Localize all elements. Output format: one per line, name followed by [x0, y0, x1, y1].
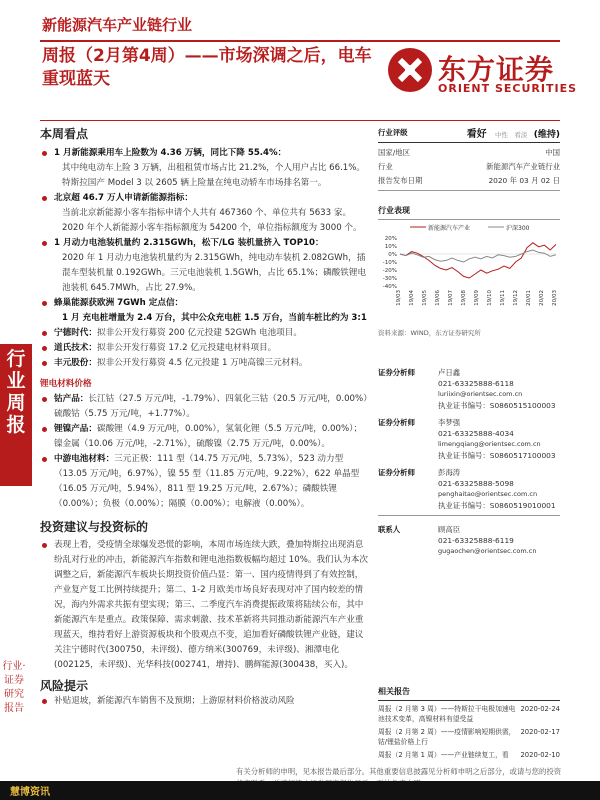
legend-label: 沪深300 [506, 225, 530, 232]
related-report-item[interactable]: 周报（2 月第 3 周）——特斯拉干电极加速电池技术变革，高镍材料有望受益 2020-02-24 [378, 705, 560, 723]
price-item: 中游电池材料：三元正极：111 型（14.75 万元/吨，5.73%），523 动力型（13.05 万元/吨，6.97%），镍 55 型（11.85 万元/吨，9.22%），622 单晶型（16.05 万元/吨，5.94%），811 型 19.25 万元/吨，2.67%）；磷酸铁锂（0.00%）；负极（0.00%）；隔膜（0.00%）；电解液（0.00%）。 [40, 452, 370, 512]
y-tick-label: -30% [382, 276, 397, 282]
summary-point-title: 1 月新能源乘用车上险数为 4.36 万辆，同比下降 55.4%： [40, 146, 370, 161]
disclaimer: 有关分析师的申明，见本报告最后部分。其他重要信息披露见分析师申明之后部分，或请与您的投资 [236, 767, 562, 776]
y-tick-label: -20% [382, 268, 397, 274]
analyst-item: 证券分析师 彭海涛 021-63325888-5098 penghaitao@orientsec.com.cn 执业证书编号：S0860519010001 [378, 468, 556, 510]
rating-value: 看好 [466, 128, 487, 140]
y-tick-label: 10% [384, 244, 397, 250]
related-report-item[interactable]: 周报（2 月第 1 周）——产业链续复工，看 2020-02-10 [378, 751, 560, 759]
section-heading: 本周看点 [40, 127, 89, 141]
rating-label: 行业评级 [378, 127, 408, 137]
risk-text: 补贴退坡，新能源汽车销售不及预期；上游原材料价格波动风险 [40, 694, 370, 709]
section-heading: 投资建议与投资标的 [40, 520, 149, 534]
y-tick-label: 20% [384, 236, 397, 242]
side-label: 行业周报 [0, 344, 32, 486]
x-tick-label: 19/10 [487, 290, 493, 306]
logo-icon [386, 46, 434, 94]
footer-bar [0, 781, 600, 800]
section-heading: 锂电材料价格 [40, 379, 92, 389]
x-tick-label: 19/06 [435, 290, 441, 306]
analyst-item: 证券分析师 李梦强 021-63325888-4034 limengqiang@orientsec.com.cn 执业证书编号：S0860517100003 [378, 418, 556, 460]
logo-text-en: ORIENT SECURITIES [438, 82, 578, 95]
company-item: 宁德时代：拟非公开发行募资 200 亿元投建 52GWh 电池项目。 [40, 326, 370, 341]
company-item: 道氏技术：拟非公开发行募资 17.2 亿元投建电材料项目。 [40, 341, 370, 356]
report-title: 周报（2月第4周）——市场深调之后，电车重现蓝天 [42, 46, 372, 89]
summary-point-text: 2020 年 1 月动力电池装机量约为 2.315GWh，纯电动车装机 2.082GWh，插混车型装机量 0.192GWh。三元电池装机 1.5GWh，占比 65.1%；磷酸铁锂电池装机 645.7MWh，占比 27.9%。 [62, 253, 367, 293]
x-tick-label: 19/11 [500, 290, 506, 306]
industry-label: 新能源汽车产业链行业 [42, 16, 193, 34]
right-column: 行业评级 看好 中性 看淡 (维持) 国家/地区 中国 行业 新能源汽车产业链行业 报告发布日期 2020 年 03 月 02 日 行业表现 新能源汽车产业 沪深300 20% 10% 0% -10% -20% -30% -40% 19/03 19/04 19/05 19/06 19/07 19/08 19/09 19/10 19/11 19/12 20/01 20/02 20/03 资料来源：WIND，东方证券研究所 [378, 127, 560, 337]
legend-label: 新能源汽车产业 [428, 225, 471, 232]
price-item: 钴产品：长江钴（27.5 万元/吨，-1.79%）、四氧化三钴（20.5 万元/吨，0.00%）硫酸钴（5.75 万元/吨，+1.77%）。 [40, 392, 370, 422]
x-tick-label: 19/12 [513, 290, 519, 306]
analyst-item: 证券分析师 卢日鑫 021-63325888-6118 luriixin@orientsec.com.cn 执业证书编号：S0860515100003 [378, 368, 556, 410]
x-tick-label: 20/03 [552, 290, 558, 306]
summary-point-title: 蜂巢能源获欧洲 7GWh 定点信： [40, 296, 370, 311]
y-tick-label: 0% [388, 252, 397, 258]
x-tick-label: 20/02 [539, 290, 545, 306]
section-heading: 风险提示 [40, 679, 89, 693]
summary-point-title: 北京超 46.7 万人申请新能源指标： [40, 191, 370, 206]
footer-brand: 慧博资讯 [10, 787, 50, 798]
left-column [40, 125, 370, 709]
divider [40, 40, 560, 42]
company-logo [382, 44, 578, 100]
summary-point-title: 1 月 充电桩增量为 2.4 万台，其中公众充电桩 1.5 万台，当前车桩比约为 3:1 [62, 313, 367, 323]
rating-status: (维持) [533, 129, 560, 140]
x-tick-label: 19/08 [461, 290, 467, 306]
contact-block: 联系人 顾高臣 021-63325888-6119 gugaochen@orientsec.com.cn [378, 525, 537, 555]
company-item: 丰元股份：拟非公开发行募资 4.5 亿元投建 1 万吨高镍三元材料。 [40, 356, 370, 371]
x-tick-label: 19/09 [474, 290, 480, 306]
x-tick-label: 19/03 [396, 290, 402, 306]
summary-point-title: 1 月动力电池装机量约 2.315GWh，松下/LG 装机量挤入 TOP10： [40, 236, 370, 251]
x-tick-label: 19/04 [409, 290, 415, 306]
analyst-list [378, 367, 560, 557]
series-line [400, 243, 556, 278]
related-report-item[interactable]: 周报（2 月第 2 周）——疫情影响短期供需，钴/锂盐价格上行 2020-02-17 [378, 728, 560, 746]
side-vertical-label: 行业·证券研究报告 [2, 661, 26, 714]
x-tick-label: 19/07 [448, 290, 454, 306]
chart-title: 行业表现 [378, 206, 410, 215]
related-reports: 相关报告 周报（2 月第 3 周）——特斯拉干电极加速电池技术变革，高镍材料有望受益 2020-02-24 周报（2 月第 2 周）——疫情影响短期供需，钴/锂盐价格上行 2020-02-17 周报（2 月第 1 周）——产业链续复工，看 2020-02-10 [378, 687, 560, 759]
summary-point-text: 当前北京新能源小客车指标申请个人共有 467360 个、单位共有 5633 家。2020 年个人新能源小客车指标额度为 54200 个，单位指标额度为 3000 个。 [62, 208, 362, 233]
invest-text: 表现上看，受疫情全球爆发恐慌的影响，本周市场连续大跌，叠加特斯拉出现消息纷乱对行业的冲击，新能源汽车指数和锂电池指数板幅均超过 10%。我们认为本次调整之后，新能源汽车板块长期投资价值凸显：第一、国内疫情得到了有效控制，产业复产复工比例持续提升；第二、1-2 月欧美市场良好表现对冲了国内较差的情况，海内外需求共振有望实现；第三、二季度汽车消费提振政策将陆续公布，其中新能源汽车是重点。政策保障、需求刺激、技术革新将共同推动新能源汽车产业重现蓝天，维持看好上游资源板块和个股观点不变，追加看好磷酸铁锂产业链，建议关注宁德时代(300750，未评级)、德方纳米(300769，未评级)、湘潭电化(002125，未评级)、光华科技(002741，增持)、鹏辉能源(300438，买入)。 [40, 538, 370, 673]
x-tick-label: 20/01 [526, 290, 532, 306]
performance-chart [378, 222, 560, 322]
x-tick-label: 19/05 [422, 290, 428, 306]
y-tick-label: -40% [382, 284, 397, 290]
chart-source: 资料来源：WIND，东方证券研究所 [378, 329, 481, 337]
summary-point-text: 其中纯电动车上险 3 万辆，出租租赁市场占比 21.2%，个人用户占比 66.1%。特斯拉国产 Model 3 以 2605 辆上险量在纯电动轿车市场排名第一。 [62, 163, 366, 188]
price-item: 锂镍产品：碳酸锂（4.9 万元/吨，0.00%），氢氧化锂（5.5 万元/吨，0.00%）；镍金属（10.06 万元/吨，-2.71%），硫酸镍（2.75 万元/吨，0.00%）。 [40, 422, 370, 452]
logo-text-cn: 东方证券 [438, 53, 555, 86]
y-tick-label: -10% [382, 260, 397, 266]
